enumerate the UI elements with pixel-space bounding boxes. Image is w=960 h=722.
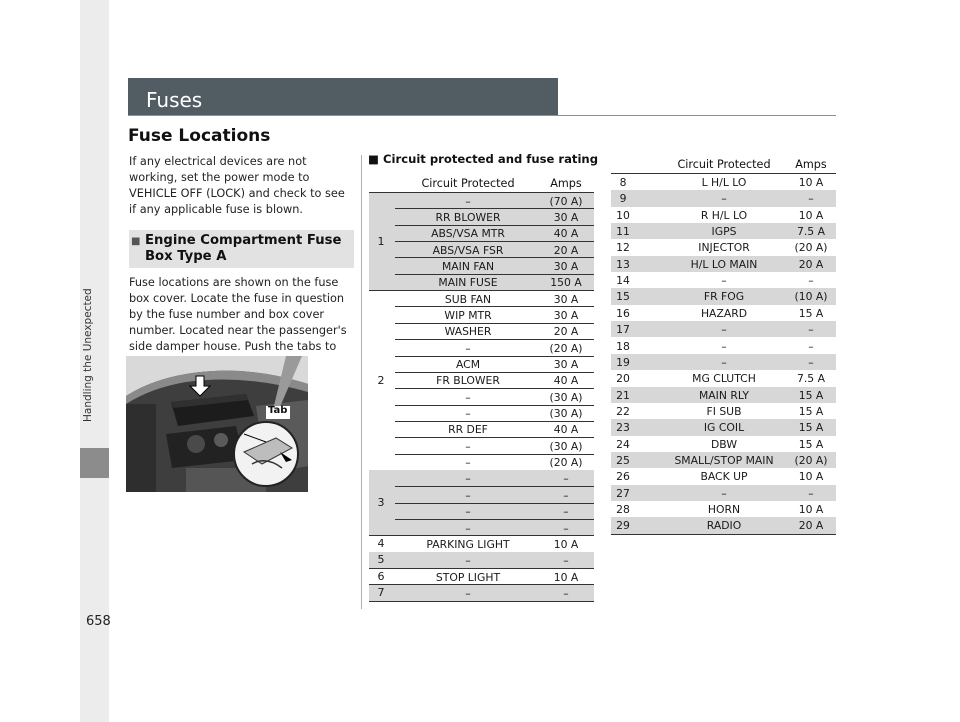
table-left-circuit-cell: – <box>465 407 471 421</box>
table-right-fuse-number: 10 <box>616 208 630 222</box>
table-left-circuit-cell: RR DEF <box>448 423 488 437</box>
table-left-amps-cell: 30 A <box>553 210 579 224</box>
table-right-amps-cell: – <box>808 355 814 369</box>
table-right-fuse-number: 24 <box>616 437 630 451</box>
table-right-circuit-cell: INJECTOR <box>698 241 750 255</box>
table-left-circuit-cell: ABS/VSA MTR <box>431 227 505 241</box>
table-left-circuit-cell: STOP LIGHT <box>435 570 501 584</box>
table-left-circuit-cell: – <box>465 586 471 600</box>
table-left-circuit-cell: WASHER <box>444 325 492 339</box>
table-right-circuit-cell: HORN <box>707 503 741 516</box>
table-left-row-rule <box>395 225 594 226</box>
table-left-fuse-number: 5 <box>377 553 385 567</box>
table-right-circuit-cell: MG CLUTCH <box>692 372 756 386</box>
table-right-circuit-cell: – <box>721 192 727 206</box>
table-left-circuit-cell: ABS/VSA FSR <box>432 243 504 257</box>
table-left-group-rule <box>369 601 594 602</box>
table-left-group-rule <box>369 535 594 536</box>
table-right-circuit-cell: RADIO <box>706 519 742 533</box>
table-left-amps-cell: 20 A <box>553 243 579 257</box>
table-right-bottom-rule <box>611 534 836 535</box>
table-left-circuit-cell: – <box>465 341 471 355</box>
table-left-circuit-cell: – <box>465 505 471 519</box>
table-left-amps-cell: 40 A <box>553 227 579 241</box>
table-right-amps-cell: (10 A) <box>794 290 828 304</box>
table-right-fuse-number: 28 <box>616 503 630 516</box>
table-right-amps-cell: – <box>808 192 814 206</box>
table-left-amps-cell: 30 A <box>553 358 579 371</box>
header-rule <box>128 115 836 116</box>
table-right-fuse-number: 8 <box>619 176 627 189</box>
table-right-amps-cell: 15 A <box>798 437 824 451</box>
table-left-group-rule <box>369 290 594 291</box>
table-left-circuit-cell: SUB FAN <box>444 292 492 306</box>
table-right-amps-cell: 10 A <box>798 208 824 222</box>
table-right-circuit-cell: – <box>721 486 727 500</box>
tab-callout: Tab <box>268 405 288 416</box>
table-right-fuse-number: 9 <box>619 192 627 206</box>
table-left-amps-cell: 20 A <box>553 325 579 339</box>
table-right-circuit-cell: SMALL/STOP MAIN <box>674 453 774 467</box>
table-left-circuit-cell: – <box>465 456 471 470</box>
table-right-fuse-number: 16 <box>616 306 630 320</box>
table-left-amps-cell: (30 A) <box>549 439 583 453</box>
table-right-fuse-number: 19 <box>616 355 630 369</box>
table-right-amps-cell: 10 A <box>798 503 824 516</box>
table-left-amps-cell: (30 A) <box>549 407 583 421</box>
table-left-circuit-cell: PARKING LIGHT <box>426 537 510 551</box>
table-right-fuse-number: 27 <box>616 486 630 500</box>
table-left-amps-cell: 30 A <box>553 308 579 322</box>
table-left-circuit-cell: – <box>465 488 471 502</box>
table-right-fuse-number: 22 <box>616 404 630 418</box>
table-left-circuit-cell: – <box>465 554 471 568</box>
table-left-row-rule <box>395 405 594 406</box>
table-right-circuit-cell: – <box>721 355 727 369</box>
table-left-amps-cell: 150 A <box>550 276 582 290</box>
table-right-fuse-number: 13 <box>616 257 630 271</box>
side-tab-marker <box>80 448 109 478</box>
table-left-row-rule <box>395 421 594 422</box>
table-left-circuit-cell: FR BLOWER <box>436 374 500 388</box>
table-left-row-rule <box>395 388 594 389</box>
table-right-fuse-number: 29 <box>616 519 630 533</box>
table-left-amps-cell: – <box>563 586 569 600</box>
table-left-group-rule <box>369 568 594 569</box>
table-left-row-rule <box>395 257 594 258</box>
table-left-row-rule <box>395 503 594 504</box>
section-title: Fuse Locations <box>128 126 271 146</box>
table-left-circuit-cell: – <box>465 472 471 486</box>
table-left-amps-cell: 40 A <box>553 374 579 388</box>
column-divider <box>361 155 362 609</box>
table-left-row-rule <box>395 356 594 357</box>
table-left-amps-cell: – <box>563 488 569 502</box>
table-left-amps-cell: 30 A <box>553 292 579 306</box>
table-left-circuit-cell: – <box>465 439 471 453</box>
table-left-amps-cell: (20 A) <box>549 456 583 470</box>
intro-paragraph: If any electrical devices are not working, set the power mode to VEHICLE OFF (LOCK) and check to see if any applicable fuse is blown. <box>129 155 345 216</box>
table-right-fuse-number: 11 <box>616 225 630 239</box>
table-left-header-amps: Amps <box>550 177 582 190</box>
table-right-amps-cell: 7.5 A <box>797 372 825 386</box>
table-right-circuit-cell: IG COIL <box>703 421 745 435</box>
table-left-row-rule <box>395 208 594 209</box>
table-right-circuit-cell: IGPS <box>711 225 737 239</box>
table-left-row-rule <box>395 323 594 324</box>
table-left-circuit-cell: MAIN FUSE <box>438 276 498 290</box>
table-left-fuse-number: 2 <box>377 373 385 387</box>
subsection-marker: ■ <box>131 236 141 247</box>
table-right-amps-cell: – <box>808 323 814 337</box>
table-right-circuit-cell: FR FOG <box>703 290 745 304</box>
table-left-circuit-cell: MAIN FAN <box>441 259 495 273</box>
table-right-fuse-number: 21 <box>616 388 630 402</box>
table-left-amps-cell: – <box>563 554 569 568</box>
table-left-fuse-number: 4 <box>377 537 385 551</box>
table-right-amps-cell: – <box>808 339 814 353</box>
table-right-amps-cell: 15 A <box>798 421 824 435</box>
table-right-amps-cell: – <box>808 486 814 500</box>
table-left-circuit-cell: ACM <box>455 358 481 371</box>
table-right-circuit-cell: BACK UP <box>700 470 748 484</box>
table-left-amps-cell: 10 A <box>553 570 579 584</box>
table-right-amps-cell: 10 A <box>798 470 824 484</box>
table-right-circuit-cell: H/L LO MAIN <box>690 257 758 271</box>
table-left-amps-cell: (70 A) <box>549 194 583 208</box>
table-right-header-circuit: Circuit Protected <box>677 158 771 171</box>
table-left-row-rule <box>395 274 594 275</box>
table-left-amps-cell: – <box>563 505 569 519</box>
table-left-fuse-number: 6 <box>377 569 385 583</box>
table-left-fuse-number: 7 <box>377 586 385 600</box>
table-left-row-rule <box>395 454 594 455</box>
table-right-fuse-number: 14 <box>616 274 630 288</box>
table-left-circuit-cell: WIP MTR <box>444 308 492 322</box>
table-right-circuit-cell: HAZARD <box>700 306 748 320</box>
table-left-circuit-cell: – <box>465 194 471 208</box>
table-left-fuse-number: 1 <box>377 234 385 248</box>
table-right-header-amps: Amps <box>795 158 827 171</box>
table-left-amps-cell: – <box>563 472 569 486</box>
fuse-box-photo <box>126 356 308 492</box>
table-right-fuse-number: 23 <box>616 421 630 435</box>
table-right-amps-cell: 20 A <box>798 257 824 271</box>
table-right-amps-cell: 7.5 A <box>797 225 825 239</box>
table-right-circuit-cell: MAIN RLY <box>698 388 750 402</box>
table-right-fuse-number: 15 <box>616 290 630 304</box>
page-title: Fuses <box>146 88 203 112</box>
table-left-row-rule <box>395 437 594 438</box>
table-left-row-rule <box>395 306 594 307</box>
detail-paragraph: Fuse locations are shown on the fuse box cover. Locate the fuse in question by the fuse number and box cover number. Located near the passenger's side damper house. Push the tabs to <box>129 276 347 353</box>
table-right-amps-cell: 15 A <box>798 388 824 402</box>
table-right-circuit-cell: – <box>721 323 727 337</box>
table-left-amps-cell: – <box>563 521 569 535</box>
side-chapter-label: Handling the Unexpected <box>82 288 94 422</box>
circuit-heading: ■ Circuit protected and fuse rating <box>368 152 598 166</box>
table-left-fuse-number: 3 <box>377 496 385 510</box>
table-right-fuse-number: 17 <box>616 323 630 337</box>
table-right-fuse-number: 12 <box>616 241 630 255</box>
table-left-amps-cell: 10 A <box>553 537 579 551</box>
table-right-amps-cell: – <box>808 274 814 288</box>
page-number: 658 <box>86 614 111 629</box>
table-left-amps-cell: (30 A) <box>549 390 583 404</box>
table-right-fuse-number: 26 <box>616 470 630 484</box>
table-left-circuit-cell: – <box>465 390 471 404</box>
table-right-circuit-cell: FI SUB <box>706 404 742 418</box>
table-right-fuse-number: 18 <box>616 339 630 353</box>
table-right-circuit-cell: R H/L LO <box>700 208 748 222</box>
table-left-row-rule <box>395 241 594 242</box>
table-left-row-rule <box>395 486 594 487</box>
table-right-amps-cell: 20 A <box>798 519 824 533</box>
table-right-amps-cell: 10 A <box>798 176 824 189</box>
table-right-amps-cell: (20 A) <box>794 241 828 255</box>
table-right-header-rule <box>611 173 836 174</box>
table-right-circuit-cell: DBW <box>710 437 737 451</box>
table-right-circuit-cell: – <box>721 339 727 353</box>
table-right-amps-cell: 15 A <box>798 306 824 320</box>
engine-compartment-illustration <box>126 356 308 492</box>
table-left-circuit-cell: – <box>465 521 471 535</box>
table-left-row-rule <box>395 372 594 373</box>
table-left-amps-cell: (20 A) <box>549 341 583 355</box>
table-left-amps-cell: 40 A <box>553 423 579 437</box>
table-left-circuit-cell: RR BLOWER <box>435 210 501 224</box>
table-right-fuse-number: 20 <box>616 372 630 386</box>
table-left-row-rule <box>395 339 594 340</box>
table-right-amps-cell: 15 A <box>798 404 824 418</box>
table-right-amps-cell: (20 A) <box>794 453 828 467</box>
table-right-circuit-cell: – <box>721 274 727 288</box>
table-right-circuit-cell: L H/L LO <box>701 176 747 189</box>
table-left-amps-cell: 30 A <box>553 259 579 273</box>
table-left-header-circuit: Circuit Protected <box>421 177 515 190</box>
table-left-row-rule <box>395 519 594 520</box>
table-right-fuse-number: 25 <box>616 453 630 467</box>
subsection-title: Engine Compartment Fuse Box Type A <box>145 233 342 264</box>
